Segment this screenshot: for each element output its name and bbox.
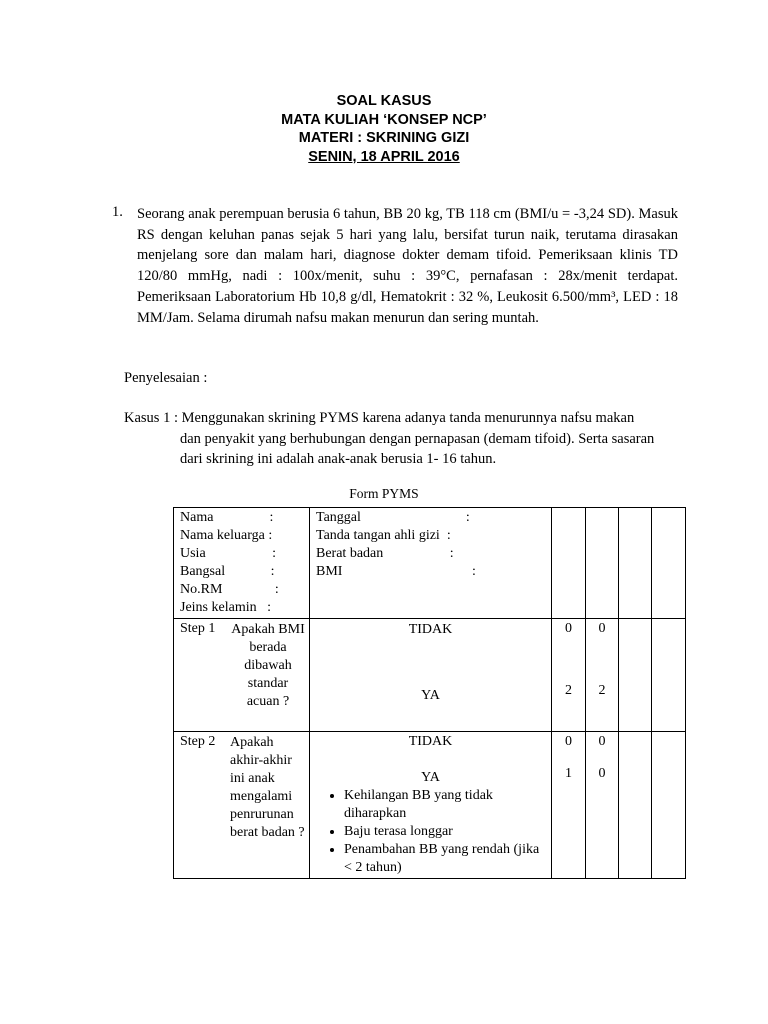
list-item: • Kehilangan BB yang tidak diharapkan (344, 787, 545, 823)
score-value: 0 (598, 621, 606, 636)
score-value: 2 (598, 683, 606, 698)
step-1-answer-cell (310, 619, 552, 732)
step-2-question: Apakah akhir-akhir ini anak mengalami penrurunan berat badan ? (230, 735, 305, 840)
step-1-no: TIDAK (408, 622, 453, 637)
score-cell (619, 732, 652, 879)
heading-title: SOAL KASUS (336, 93, 432, 109)
step-2-row (174, 732, 686, 879)
identity-field: Nama : (180, 510, 274, 525)
score-cell (619, 619, 652, 732)
assessment-identity-cell (310, 508, 552, 619)
case-line-3: dari skrining ini adalah anak-anak berusia 1- 16 tahun. (180, 451, 497, 468)
case-line-2: dan penyakit yang berhubungan dengan pernapasan (demam tifoid). Serta sasaran (180, 430, 655, 447)
heading-date: SENIN, 18 APRIL 2016 (308, 148, 460, 165)
identity-field: Tanda tangan ahli gizi : (316, 528, 451, 543)
score-value: 1 (565, 766, 572, 781)
step-1-row (174, 619, 686, 732)
step-1-score-a (552, 619, 586, 732)
score-value: 0 (565, 734, 572, 749)
score-value: 2 (565, 683, 572, 698)
question-text: Seorang anak perempuan berusia 6 tahun, BB 20 kg, TB 118 cm (BMI/u = -3,24 SD). Masuk RS dengan keluhan panas sejak 5 hari yang lalu, bersifat turun naik, terutama dirasakan menjelang sore dan malam hari, diagnose dokter demam tifoid. Pemeriksaan klinis TD 120/80 mmHg, nadi : 100x/menit, suhu : 39°C, pernafasan : 28x/menit terdapat. Pemeriksaan Laboratorium Hb 10,8 g/dl, Hematokrit : 32 %, Leukosit 6.500/mm³, LED : 18 MM/Jam. Selama dirumah nafsu makan menurun dan sering muntah. (137, 206, 678, 326)
step-2-no: TIDAK (408, 734, 453, 749)
pyms-form-table (173, 507, 686, 879)
solution-label: Penyelesaian : (124, 370, 208, 386)
step-2-item-list (316, 787, 545, 877)
step-1-score-b (586, 619, 619, 732)
score-cell (619, 508, 652, 619)
identity-field: Nama keluarga : (180, 528, 273, 543)
identity-field: Usia : (180, 546, 277, 561)
step-2-answer-cell (310, 732, 552, 879)
score-value: 0 (565, 621, 572, 636)
step-1-question: Apakah BMI berada dibawah standar acuan ? (231, 622, 305, 709)
step-1-yes: YA (421, 688, 440, 703)
patient-identity-cell (174, 508, 310, 619)
form-title: Form PYMS (349, 486, 419, 501)
score-cell (586, 508, 619, 619)
identity-field: Tanggal : (316, 510, 470, 525)
case-explanation (124, 408, 654, 470)
identity-row (174, 508, 686, 619)
step-2-yes: YA (421, 770, 440, 785)
score-value: 0 (598, 734, 606, 749)
identity-field: BMI : (316, 564, 476, 579)
identity-field: Bangsal : (180, 564, 275, 579)
step-2-question-cell (174, 732, 310, 879)
step-2-label: Step 2 (180, 734, 216, 749)
case-line-1: Kasus 1 : Menggunakan skrining PYMS karena adanya tanda menurunnya nafsu makan (124, 410, 635, 426)
heading-course: MATA KULIAH ‘KONSEP NCP’ (281, 111, 487, 128)
step-1-question-cell (174, 619, 310, 732)
identity-field: No.RM : (180, 582, 279, 597)
score-cell (552, 508, 586, 619)
identity-field: Berat badan : (316, 546, 454, 561)
list-item: • Baju terasa longgar (344, 823, 545, 841)
step-1-label: Step 1 (180, 621, 216, 636)
step-2-score-b (586, 732, 619, 879)
score-cell (652, 508, 686, 619)
score-cell (652, 619, 686, 732)
identity-field: Jeins kelamin : (180, 600, 271, 615)
list-item: • Penambahan BB yang rendah (jika < 2 tahun) (344, 841, 545, 877)
score-cell (652, 732, 686, 879)
step-2-score-a (552, 732, 586, 879)
question-number: 1. (112, 204, 123, 220)
heading-topic: MATERI : SKRINING GIZI (298, 130, 470, 146)
document-heading (0, 92, 768, 166)
score-value: 0 (598, 766, 606, 781)
